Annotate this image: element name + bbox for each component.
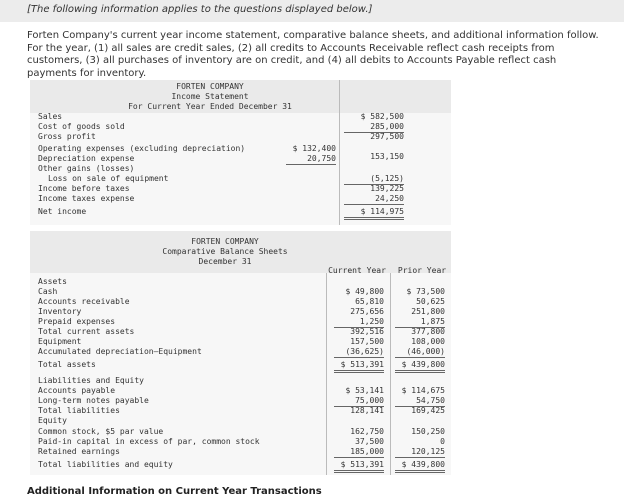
row-col2: 24,250 bbox=[344, 194, 404, 205]
row-prior: (46,000) bbox=[395, 347, 445, 358]
row-col1: $ 132,400 bbox=[292, 144, 336, 153]
row-current: (36,625) bbox=[334, 347, 384, 358]
row-label: Operating expenses (excluding depreciation) bbox=[38, 144, 246, 153]
row-label: Sales bbox=[38, 112, 63, 121]
row-label: Total liabilities bbox=[38, 406, 120, 415]
row-prior: $ 439,800 bbox=[395, 460, 445, 473]
row-label: Total current assets bbox=[38, 327, 135, 336]
balance-column-divider-2 bbox=[390, 273, 391, 475]
balance-company: FORTEN COMPANY bbox=[191, 237, 259, 246]
row-label: Accumulated depreciation—Equipment bbox=[38, 347, 202, 356]
row-prior: 108,000 bbox=[411, 337, 445, 346]
row-col2: $ 582,500 bbox=[360, 112, 404, 121]
balance-period: December 31 bbox=[198, 257, 252, 266]
row-label: Income taxes expense bbox=[38, 194, 135, 203]
row-current: 157,500 bbox=[350, 337, 384, 346]
row-col2: $ 114,975 bbox=[344, 207, 404, 220]
income-title: Income Statement bbox=[171, 92, 249, 101]
row-label: Total liabilities and equity bbox=[38, 460, 173, 469]
row-prior: 251,800 bbox=[411, 307, 445, 316]
balance-column-divider-1 bbox=[326, 273, 327, 475]
row-label: Net income bbox=[38, 207, 87, 216]
income-company: FORTEN COMPANY bbox=[176, 82, 244, 91]
liabilities-equity-heading: Liabilities and Equity bbox=[38, 376, 144, 385]
row-col2: (5,125) bbox=[344, 174, 404, 185]
balance-sheets bbox=[30, 231, 451, 475]
col-header-current-year: Current Year bbox=[328, 266, 386, 275]
row-prior: $ 73,500 bbox=[406, 287, 445, 296]
row-label: Long-term notes payable bbox=[38, 396, 149, 405]
income-statement-header bbox=[30, 80, 451, 113]
row-current: $ 513,391 bbox=[334, 360, 384, 373]
row-current: 37,500 bbox=[355, 437, 384, 446]
balance-title: Comparative Balance Sheets bbox=[162, 247, 288, 256]
row-current: 128,141 bbox=[350, 406, 384, 415]
row-prior: 1,875 bbox=[395, 317, 445, 328]
row-current: $ 53,141 bbox=[345, 386, 384, 395]
row-col2: 153,150 bbox=[370, 152, 404, 161]
row-label: Paid-in capital in excess of par, common stock bbox=[38, 437, 260, 446]
row-col2: 297,500 bbox=[370, 132, 404, 141]
row-current: 162,750 bbox=[350, 427, 384, 436]
row-prior: 120,125 bbox=[395, 447, 445, 458]
row-prior: 377,800 bbox=[411, 327, 445, 336]
row-col1: 20,750 bbox=[286, 154, 336, 165]
row-current: $ 49,800 bbox=[345, 287, 384, 296]
row-label: Equipment bbox=[38, 337, 82, 346]
assets-heading: Assets bbox=[38, 277, 67, 286]
row-current: 65,810 bbox=[355, 297, 384, 306]
row-prior: 169,425 bbox=[411, 406, 445, 415]
income-period: For Current Year Ended December 31 bbox=[128, 102, 292, 111]
row-label: Total assets bbox=[38, 360, 96, 369]
instruction-banner bbox=[0, 0, 624, 22]
row-label: Loss on sale of equipment bbox=[48, 174, 169, 183]
income-column-divider bbox=[339, 80, 340, 225]
row-prior: 0 bbox=[440, 437, 445, 446]
row-label: Depreciation expense bbox=[38, 154, 135, 163]
row-prior: 50,625 bbox=[416, 297, 445, 306]
row-label: Inventory bbox=[38, 307, 82, 316]
row-current: 392,516 bbox=[350, 327, 384, 336]
row-label: Retained earnings bbox=[38, 447, 120, 456]
row-label: Other gains (losses) bbox=[38, 164, 135, 173]
row-label: Cash bbox=[38, 287, 58, 296]
row-current: 1,250 bbox=[334, 317, 384, 328]
row-label: Gross profit bbox=[38, 132, 96, 141]
equity-heading: Equity bbox=[38, 416, 67, 425]
row-label: Cost of goods sold bbox=[38, 122, 125, 131]
intro-paragraph: Forten Company's current year income statement, comparative balance sheets, and additional information follow. For the year, (1) all sales are credit sales, (2) all credits to Accounts Receivable reflect cash receipts from customers, (3) all purchases of inventory are on credit, and (4) all debits to Accounts Payable reflect cash payments for inventory. bbox=[27, 30, 599, 79]
income-statement bbox=[30, 80, 451, 225]
row-col2: 285,000 bbox=[344, 122, 404, 133]
row-label: Common stock, $5 par value bbox=[38, 427, 164, 436]
row-label: Accounts receivable bbox=[38, 297, 130, 306]
additional-info-heading: Additional Information on Current Year Transactions bbox=[27, 486, 322, 497]
row-prior: $ 114,675 bbox=[401, 386, 445, 395]
row-prior: 54,750 bbox=[395, 396, 445, 407]
row-current: 75,000 bbox=[334, 396, 384, 407]
col-header-prior-year: Prior Year bbox=[397, 266, 447, 275]
row-current: 275,656 bbox=[350, 307, 384, 316]
row-label: Accounts payable bbox=[38, 386, 116, 395]
row-label: Income before taxes bbox=[38, 184, 130, 193]
row-prior: $ 439,800 bbox=[395, 360, 445, 373]
row-current: 185,000 bbox=[334, 447, 384, 458]
row-col2: 139,225 bbox=[370, 184, 404, 193]
row-label: Prepaid expenses bbox=[38, 317, 116, 326]
banner-text: [The following information applies to the questions displayed below.] bbox=[27, 4, 373, 15]
row-current: $ 513,391 bbox=[334, 460, 384, 473]
row-prior: 150,250 bbox=[411, 427, 445, 436]
